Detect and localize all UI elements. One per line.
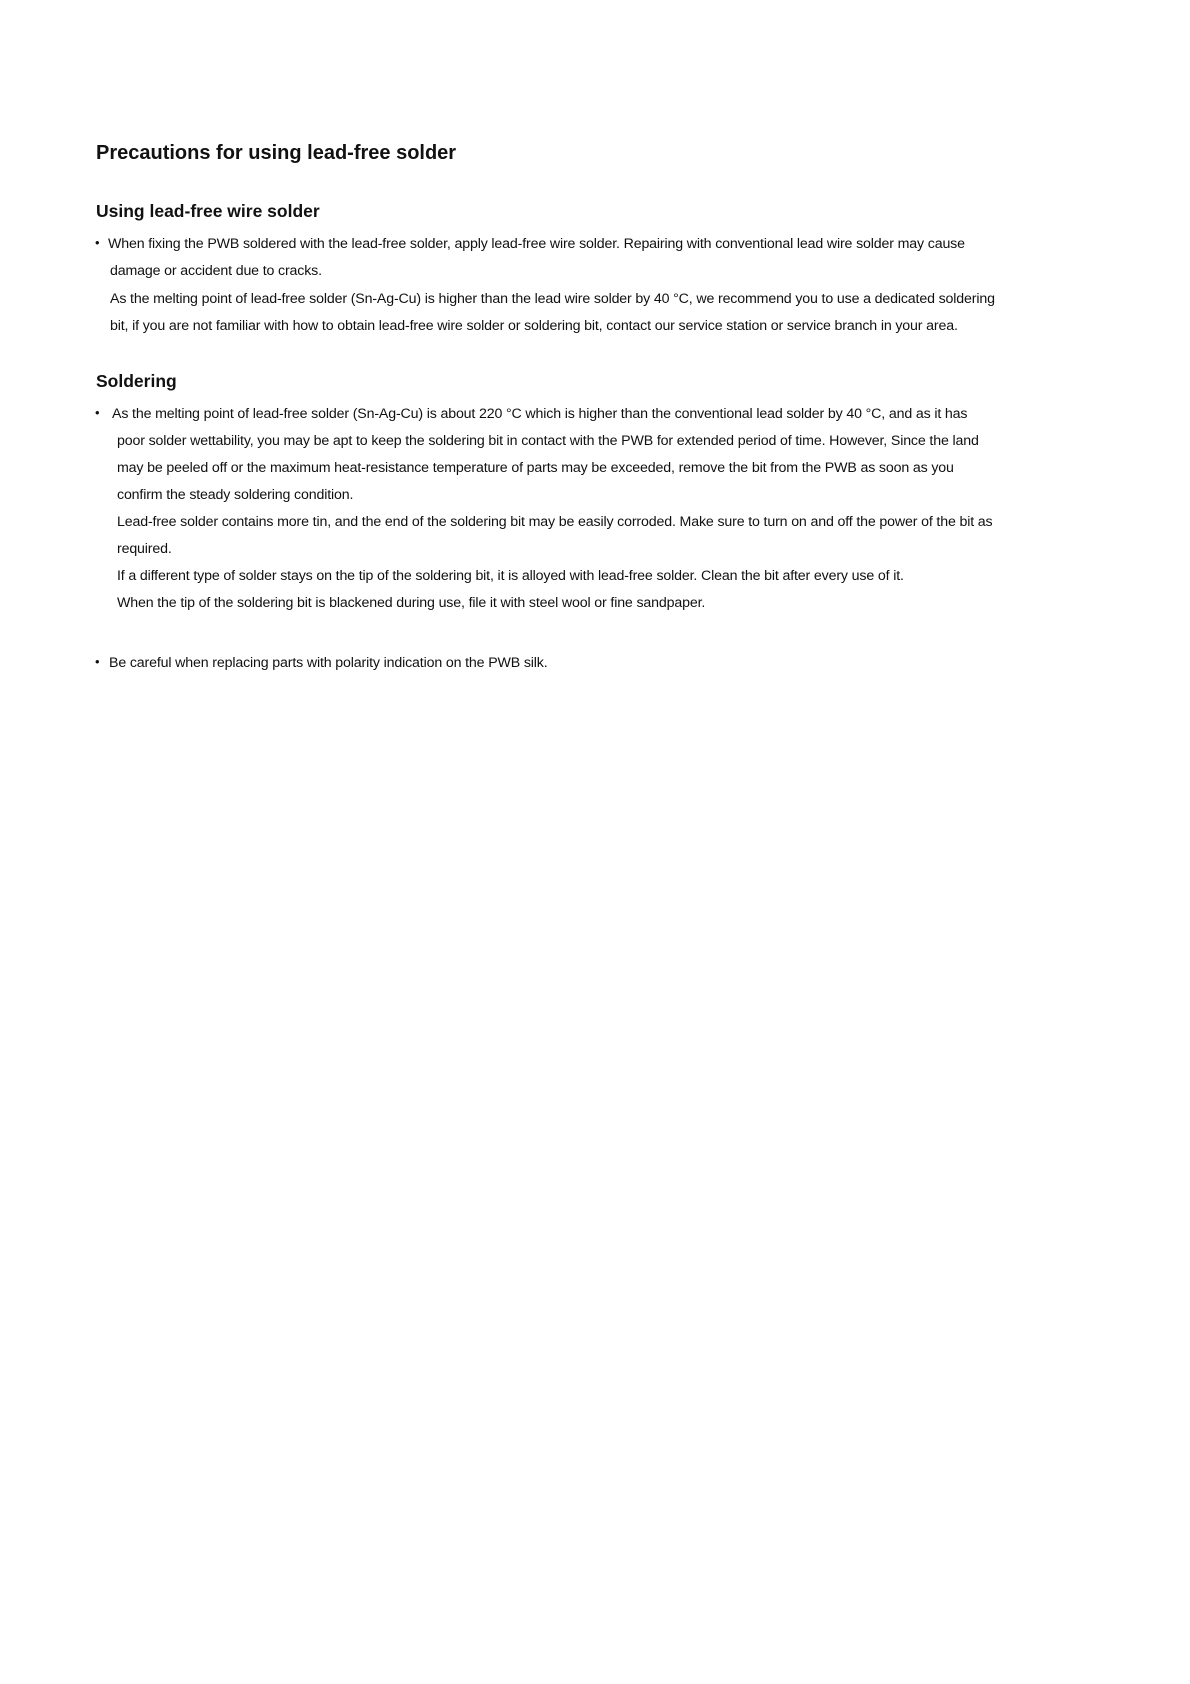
paragraph-line: If a different type of solder stays on the tip of the soldering bit, it is alloyed with lead-free solder. Clean the bit after every use of it. bbox=[117, 568, 904, 584]
paragraph-line: required. bbox=[117, 541, 172, 557]
paragraph-line: may be peeled off or the maximum heat-resistance temperature of parts may be exceeded, remove the bit from the PWB as soon as you bbox=[117, 460, 954, 476]
bullet-marker: • bbox=[95, 654, 100, 669]
paragraph-line: When the tip of the soldering bit is blackened during use, file it with steel wool or fine sandpaper. bbox=[117, 595, 706, 611]
bullet-marker: • bbox=[95, 235, 100, 250]
paragraph-line: damage or accident due to cracks. bbox=[110, 263, 322, 279]
paragraph-line: poor solder wettability, you may be apt to keep the soldering bit in contact with the PWB for extended period of time. However, Since the land bbox=[117, 433, 979, 449]
bullet-marker: • bbox=[95, 405, 100, 420]
paragraph-line: bit, if you are not familiar with how to obtain lead-free wire solder or soldering bit, contact our service station or service branch in your area. bbox=[110, 318, 958, 334]
document-title: Precautions for using lead-free solder bbox=[96, 142, 457, 164]
section-heading-lead-free-wire-solder: Using lead-free wire solder bbox=[96, 201, 320, 221]
paragraph-line: As the melting point of lead-free solder (Sn-Ag-Cu) is about 220 °C which is higher than the conventional lead solder by 40 °C, and as it has bbox=[112, 406, 968, 422]
paragraph-line: When fixing the PWB soldered with the lead-free solder, apply lead-free wire solder. Repairing with conventional lead wire solder may cause bbox=[108, 236, 965, 252]
paragraph-line: confirm the steady soldering condition. bbox=[117, 487, 354, 503]
note-text: Be careful when replacing parts with polarity indication on the PWB silk. bbox=[109, 655, 548, 671]
paragraph-line: Lead-free solder contains more tin, and the end of the soldering bit may be easily corroded. Make sure to turn on and off the power of the bit as bbox=[117, 514, 993, 530]
section-heading-soldering: Soldering bbox=[96, 371, 177, 391]
paragraph-line: As the melting point of lead-free solder (Sn-Ag-Cu) is higher than the lead wire solder by 40 °C, we recommend you to use a dedicated soldering bbox=[110, 291, 995, 307]
